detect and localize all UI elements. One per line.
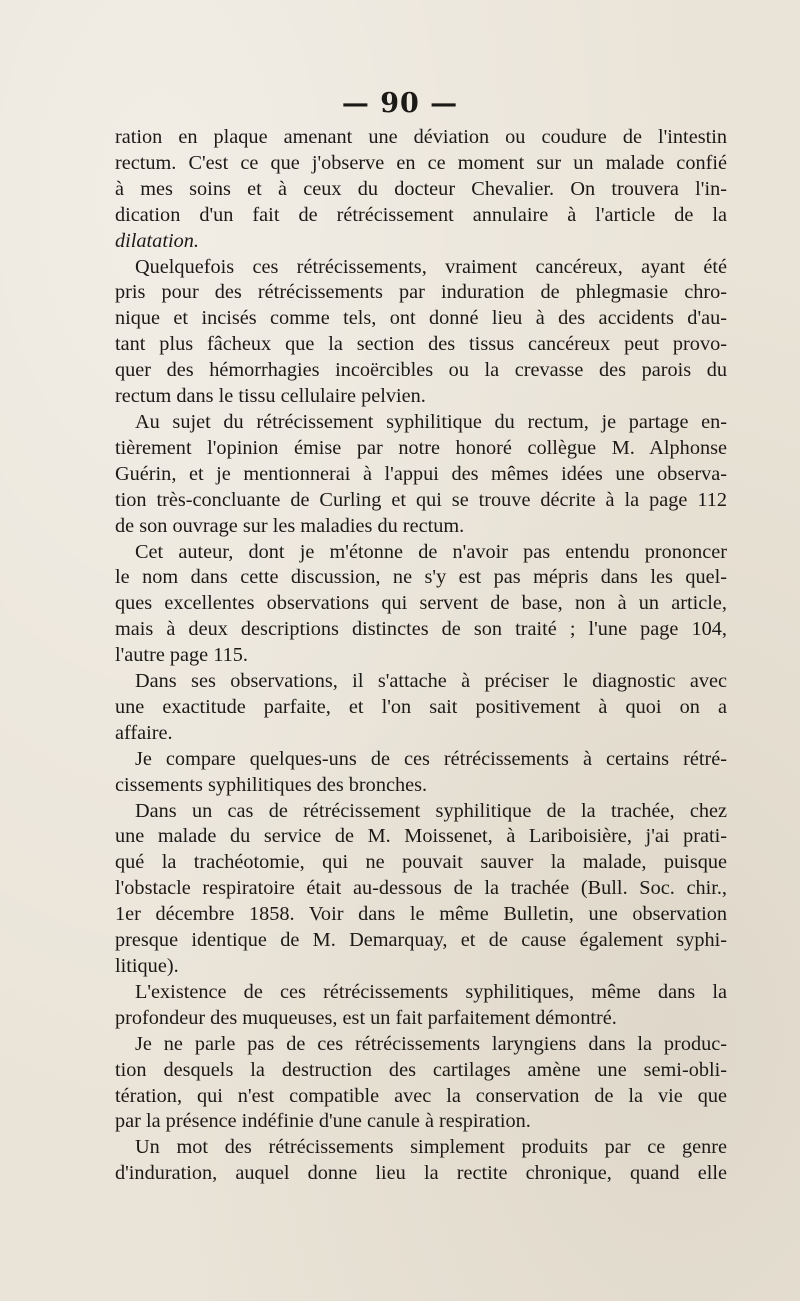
text-line: cissements syphilitiques des bronches. (115, 773, 428, 796)
text-line: Un mot des rétrécissements simplement produits par ce genre (135, 1136, 727, 1159)
text-line: une malade du service de M. Moissenet, à Lariboisière, j'ai prati- (115, 825, 727, 848)
paragraph (115, 1135, 727, 1187)
paragraph (115, 410, 727, 540)
text-line: ration en plaque amenant une déviation ou coudure de l'intestin (115, 126, 727, 148)
text-line: tant plus fâcheux que la section des tissus cancéreux peut provo- (115, 333, 727, 356)
text-line: Guérin, et je mentionnerai à l'appui des mêmes idées une observa- (115, 462, 727, 485)
text-line: Je ne parle pas de ces rétrécissements laryngiens dans la produc- (135, 1032, 727, 1055)
text-line: qué la trachéotomie, qui ne pouvait sauver la malade, puisque (115, 851, 727, 874)
paragraph (115, 1032, 727, 1136)
paragraph (115, 125, 727, 255)
text-line: Dans ses observations, il s'attache à préciser le diagnostic avec (135, 670, 727, 693)
text-line: Je compare quelques-uns de ces rétrécissements à certains rétré- (135, 747, 727, 770)
paragraph (115, 669, 727, 747)
text-line: une exactitude parfaite, et l'on sait positivement à quoi on a (115, 695, 727, 718)
text-line: l'autre page 115. (115, 644, 248, 667)
text-line: rectum. C'est ce que j'observe en ce moment sur un malade confié (115, 151, 727, 174)
text-line: dilatation. (115, 229, 199, 252)
paragraph (115, 255, 727, 410)
text-line: Cet auteur, dont je m'étonne de n'avoir pas entendu prononcer (135, 540, 727, 563)
text-line: tération, qui n'est compatible avec la conservation de la vie que (115, 1084, 727, 1107)
text-line: presque identique de M. Demarquay, et de cause également syphi- (115, 929, 727, 952)
text-line: pris pour des rétrécissements par induration de phlegmasie chro- (115, 281, 727, 304)
text-line: d'induration, auquel donne lieu la rectite chronique, quand elle (115, 1162, 727, 1185)
paragraph (115, 540, 727, 670)
text-line: Dans un cas de rétrécissement syphilitique de la trachée, chez (135, 799, 727, 822)
text-line: 1er décembre 1858. Voir dans le même Bulletin, une observation (115, 903, 727, 926)
paragraph (115, 799, 727, 980)
text-line: affaire. (115, 721, 173, 744)
text-line: mais à deux descriptions distinctes de son traité ; l'une page 104, (115, 618, 727, 641)
body-text (115, 125, 727, 1187)
text-line: tièrement l'opinion émise par notre honoré collègue M. Alphonse (115, 436, 727, 459)
text-line: Au sujet du rétrécissement syphilitique du rectum, je partage en- (135, 410, 727, 433)
paragraph (115, 980, 727, 1032)
text-line: rectum dans le tissu cellulaire pelvien. (115, 385, 426, 408)
text-line: à mes soins et à ceux du docteur Chevalier. On trouvera l'in- (115, 177, 727, 200)
text-line: L'existence de ces rétrécissements syphilitiques, même dans la (135, 980, 727, 1003)
text-line: profondeur des muqueuses, est un fait parfaitement démontré. (115, 1006, 617, 1029)
text-line: tion très-concluante de Curling et qui se trouve décrite à la page 112 (115, 488, 727, 511)
text-line: Quelquefois ces rétrécissements, vraiment cancéreux, ayant été (135, 255, 727, 278)
paragraph (115, 747, 727, 799)
text-line: ques excellentes observations qui servent de base, non à un article, (115, 592, 727, 615)
text-line: par la présence indéfinie d'une canule à respiration. (115, 1110, 531, 1133)
page-number: — 90 — (341, 88, 459, 119)
text-line: l'obstacle respiratoire était au-dessous de la trachée (Bull. Soc. chir., (115, 877, 727, 900)
text-line: le nom dans cette discussion, ne s'y est pas mépris dans les quel- (115, 566, 727, 589)
text-line: litique). (115, 955, 179, 977)
text-line: de son ouvrage sur les maladies du rectum. (115, 514, 465, 537)
text-line: quer des hémorrhagies incoërcibles ou la crevasse des parois du (115, 359, 727, 382)
text-line: dication d'un fait de rétrécissement annulaire à l'article de la (115, 203, 727, 226)
text-line: tion desquels la destruction des cartilages amène une semi-obli- (115, 1058, 727, 1081)
text-line: nique et incisés comme tels, ont donné lieu à des accidents d'au- (115, 307, 727, 330)
